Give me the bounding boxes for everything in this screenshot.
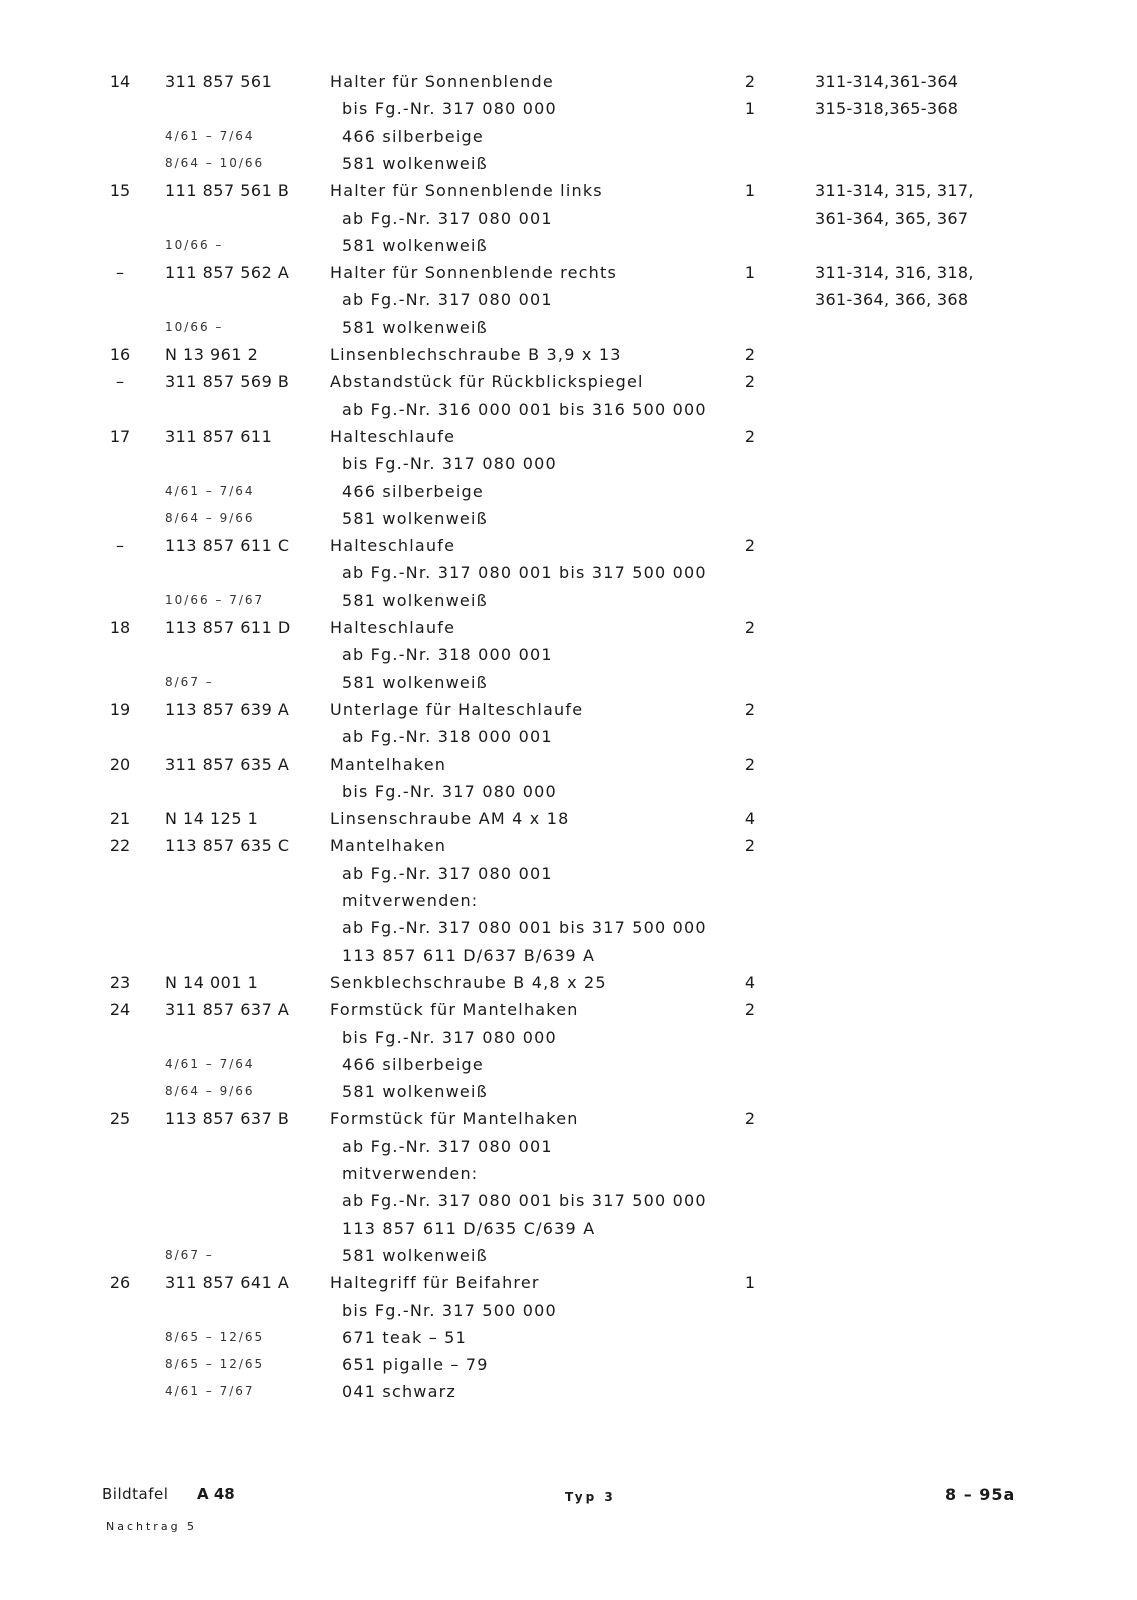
footer-type: Typ 3 xyxy=(565,1490,616,1504)
parts-row xyxy=(0,177,1137,204)
parts-row xyxy=(0,696,1137,723)
date-range: 8/67 – xyxy=(165,674,214,689)
quantity: 2 xyxy=(744,1109,756,1129)
part-number: 311 857 637 A xyxy=(165,1000,290,1020)
date-range: 4/61 – 7/64 xyxy=(165,128,255,143)
quantity: 1 xyxy=(744,263,756,283)
date-range: 8/67 – xyxy=(165,1247,214,1262)
description: 041 schwarz xyxy=(342,1382,456,1402)
description: ab Fg.-Nr. 317 080 001 xyxy=(342,1136,553,1156)
parts-row xyxy=(0,341,1137,368)
parts-row xyxy=(0,996,1137,1023)
parts-row xyxy=(0,832,1137,859)
parts-row xyxy=(0,286,1137,313)
parts-row xyxy=(0,969,1137,996)
part-number: 113 857 611 D xyxy=(165,618,291,637)
model-remark: 361-364, 366, 368 xyxy=(815,290,969,310)
date-range: 8/64 – 10/66 xyxy=(165,155,265,170)
parts-row xyxy=(0,68,1137,95)
description: ab Fg.-Nr. 318 000 001 xyxy=(342,727,553,747)
parts-row xyxy=(0,614,1137,641)
position-number: 25 xyxy=(109,1109,131,1129)
footer-plate-label: Bildtafel xyxy=(102,1485,169,1503)
part-number: 111 857 562 A xyxy=(165,263,290,283)
parts-row xyxy=(0,887,1137,914)
description: Halter für Sonnenblende rechts xyxy=(330,263,617,283)
description: 466 silberbeige xyxy=(342,1054,484,1074)
quantity: 2 xyxy=(744,836,756,856)
parts-row xyxy=(0,1215,1137,1242)
position-number: 14 xyxy=(109,72,131,91)
parts-row xyxy=(0,450,1137,477)
part-number: 311 857 635 A xyxy=(165,754,290,774)
quantity: 2 xyxy=(744,536,756,556)
position-number: 22 xyxy=(109,836,131,856)
quantity: 4 xyxy=(744,972,756,992)
parts-row xyxy=(0,1133,1137,1160)
parts-row xyxy=(0,1269,1137,1296)
part-number: N 13 961 2 xyxy=(165,345,259,364)
parts-row xyxy=(0,1187,1137,1214)
description: 581 wolkenweiß xyxy=(342,1082,488,1102)
parts-row xyxy=(0,1160,1137,1187)
part-number: 113 857 635 C xyxy=(165,836,290,856)
description: Abstandstück für Rückblickspiegel xyxy=(330,372,644,392)
position-number: 18 xyxy=(109,618,131,637)
description: Halteschlaufe xyxy=(330,426,456,446)
position-number: 16 xyxy=(109,345,131,364)
model-remark: 311-314, 315, 317, xyxy=(815,181,974,201)
description: Halteschlaufe xyxy=(330,618,456,637)
model-remark: 311-314,361-364 xyxy=(815,72,959,91)
date-range: 4/61 – 7/64 xyxy=(165,483,255,498)
part-number: 311 857 561 xyxy=(165,72,273,91)
part-number: N 14 125 1 xyxy=(165,809,259,829)
description: Mantelhaken xyxy=(330,836,447,856)
description: 581 wolkenweiß xyxy=(342,235,488,255)
part-number: 113 857 639 A xyxy=(165,699,290,719)
parts-row xyxy=(0,123,1137,150)
quantity: 1 xyxy=(744,99,756,119)
description: 671 teak – 51 xyxy=(342,1327,467,1347)
parts-row xyxy=(0,232,1137,259)
parts-row xyxy=(0,587,1137,614)
quantity: 1 xyxy=(744,181,756,201)
description: 581 wolkenweiß xyxy=(342,317,488,337)
position-number: 23 xyxy=(109,972,131,992)
position-number: 19 xyxy=(109,699,131,719)
date-range: 10/66 – xyxy=(165,319,224,334)
quantity: 2 xyxy=(744,345,756,364)
description: bis Fg.-Nr. 317 080 000 xyxy=(342,99,557,119)
parts-row xyxy=(0,805,1137,832)
description: Mantelhaken xyxy=(330,754,447,774)
part-number: 113 857 611 C xyxy=(165,536,290,556)
parts-row xyxy=(0,396,1137,423)
parts-row xyxy=(0,1078,1137,1105)
parts-row xyxy=(0,860,1137,887)
parts-row xyxy=(0,1242,1137,1269)
parts-row xyxy=(0,150,1137,177)
part-number: N 14 001 1 xyxy=(165,972,259,992)
date-range: 4/61 – 7/64 xyxy=(165,1056,255,1071)
model-remark: 361-364, 365, 367 xyxy=(815,208,969,228)
position-number: – xyxy=(116,263,124,283)
parts-row xyxy=(0,205,1137,232)
position-number: – xyxy=(116,536,124,556)
description: Formstück für Mantelhaken xyxy=(330,1109,579,1129)
parts-row xyxy=(0,1378,1137,1405)
description: bis Fg.-Nr. 317 500 000 xyxy=(342,1300,557,1320)
part-number: 311 857 641 A xyxy=(165,1273,290,1293)
description: ab Fg.-Nr. 317 080 001 xyxy=(342,290,553,310)
description: ab Fg.-Nr. 317 080 001 xyxy=(342,863,553,883)
position-number: 20 xyxy=(109,754,131,774)
parts-row xyxy=(0,95,1137,122)
date-range: 8/65 – 12/65 xyxy=(165,1329,265,1344)
description: bis Fg.-Nr. 317 080 000 xyxy=(342,1027,557,1047)
description: 466 silberbeige xyxy=(342,126,484,146)
description: ab Fg.-Nr. 317 080 001 bis 317 500 000 xyxy=(342,1191,707,1211)
description: Formstück für Mantelhaken xyxy=(330,1000,579,1020)
description: 581 wolkenweiß xyxy=(342,153,488,173)
parts-row xyxy=(0,423,1137,450)
description: 581 wolkenweiß xyxy=(342,508,488,528)
position-number: 15 xyxy=(109,181,131,201)
footer-supplement: Nachtrag 5 xyxy=(106,1520,198,1533)
description: 581 wolkenweiß xyxy=(342,672,488,692)
quantity: 2 xyxy=(744,754,756,774)
quantity: 4 xyxy=(744,809,756,829)
description: 113 857 611 D/635 C/639 A xyxy=(342,1218,596,1238)
description: 466 silberbeige xyxy=(342,481,484,501)
parts-row xyxy=(0,1051,1137,1078)
parts-row xyxy=(0,505,1137,532)
date-range: 8/64 – 9/66 xyxy=(165,510,255,525)
description: Linsenblechschraube B 3,9 x 13 xyxy=(330,345,622,364)
date-range: 10/66 – xyxy=(165,237,224,252)
parts-row xyxy=(0,723,1137,750)
parts-row xyxy=(0,259,1137,286)
parts-row xyxy=(0,1351,1137,1378)
date-range: 8/64 – 9/66 xyxy=(165,1084,255,1099)
parts-row xyxy=(0,1024,1137,1051)
parts-row xyxy=(0,1324,1137,1351)
description: Haltegriff für Beifahrer xyxy=(330,1273,540,1293)
description: Halteschlaufe xyxy=(330,536,456,556)
quantity: 2 xyxy=(744,618,756,637)
footer-page-number: 8 – 95a xyxy=(945,1485,1016,1504)
description: mitverwenden: xyxy=(342,891,479,910)
quantity: 2 xyxy=(744,72,756,91)
footer-plate-number: A 48 xyxy=(197,1485,235,1503)
description: 581 wolkenweiß xyxy=(342,1245,488,1265)
parts-row xyxy=(0,532,1137,559)
part-number: 311 857 569 B xyxy=(165,372,290,392)
quantity: 1 xyxy=(744,1273,756,1293)
quantity: 2 xyxy=(744,426,756,446)
part-number: 111 857 561 B xyxy=(165,181,290,201)
quantity: 2 xyxy=(744,1000,756,1020)
position-number: 17 xyxy=(109,426,131,446)
date-range: 8/65 – 12/65 xyxy=(165,1357,265,1372)
parts-row xyxy=(0,914,1137,941)
description: bis Fg.-Nr. 317 080 000 xyxy=(342,781,557,801)
position-number: 26 xyxy=(109,1273,131,1293)
description: ab Fg.-Nr. 317 080 001 xyxy=(342,208,553,228)
description: ab Fg.-Nr. 317 080 001 bis 317 500 000 xyxy=(342,918,707,938)
model-remark: 311-314, 316, 318, xyxy=(815,263,974,283)
description: 113 857 611 D/637 B/639 A xyxy=(342,945,596,965)
description: 581 wolkenweiß xyxy=(342,590,488,610)
parts-row xyxy=(0,1105,1137,1132)
part-number: 311 857 611 xyxy=(165,426,273,446)
description: Halter für Sonnenblende links xyxy=(330,181,603,201)
parts-row xyxy=(0,669,1137,696)
position-number: – xyxy=(116,372,124,392)
description: Linsenschraube AM 4 x 18 xyxy=(330,809,570,829)
quantity: 2 xyxy=(744,699,756,719)
quantity: 2 xyxy=(744,372,756,392)
parts-row xyxy=(0,559,1137,586)
position-number: 24 xyxy=(109,1000,131,1020)
parts-row xyxy=(0,751,1137,778)
model-remark: 315-318,365-368 xyxy=(815,99,959,119)
description: Halter für Sonnenblende xyxy=(330,72,554,91)
parts-row xyxy=(0,778,1137,805)
parts-row xyxy=(0,1297,1137,1324)
date-range: 10/66 – 7/67 xyxy=(165,592,265,607)
position-number: 21 xyxy=(109,809,131,829)
part-number: 113 857 637 B xyxy=(165,1109,290,1129)
parts-row xyxy=(0,478,1137,505)
parts-row xyxy=(0,368,1137,395)
parts-row xyxy=(0,314,1137,341)
parts-row xyxy=(0,942,1137,969)
description: ab Fg.-Nr. 318 000 001 xyxy=(342,645,553,665)
description: Senkblechschraube B 4,8 x 25 xyxy=(330,972,607,992)
description: bis Fg.-Nr. 317 080 000 xyxy=(342,454,557,474)
description: Unterlage für Halteschlaufe xyxy=(330,699,584,719)
description: 651 pigalle – 79 xyxy=(342,1355,489,1375)
date-range: 4/61 – 7/67 xyxy=(165,1384,255,1399)
description: ab Fg.-Nr. 317 080 001 bis 317 500 000 xyxy=(342,563,707,583)
description: mitverwenden: xyxy=(342,1164,479,1183)
parts-row xyxy=(0,641,1137,668)
description: ab Fg.-Nr. 316 000 001 bis 316 500 000 xyxy=(342,399,707,419)
